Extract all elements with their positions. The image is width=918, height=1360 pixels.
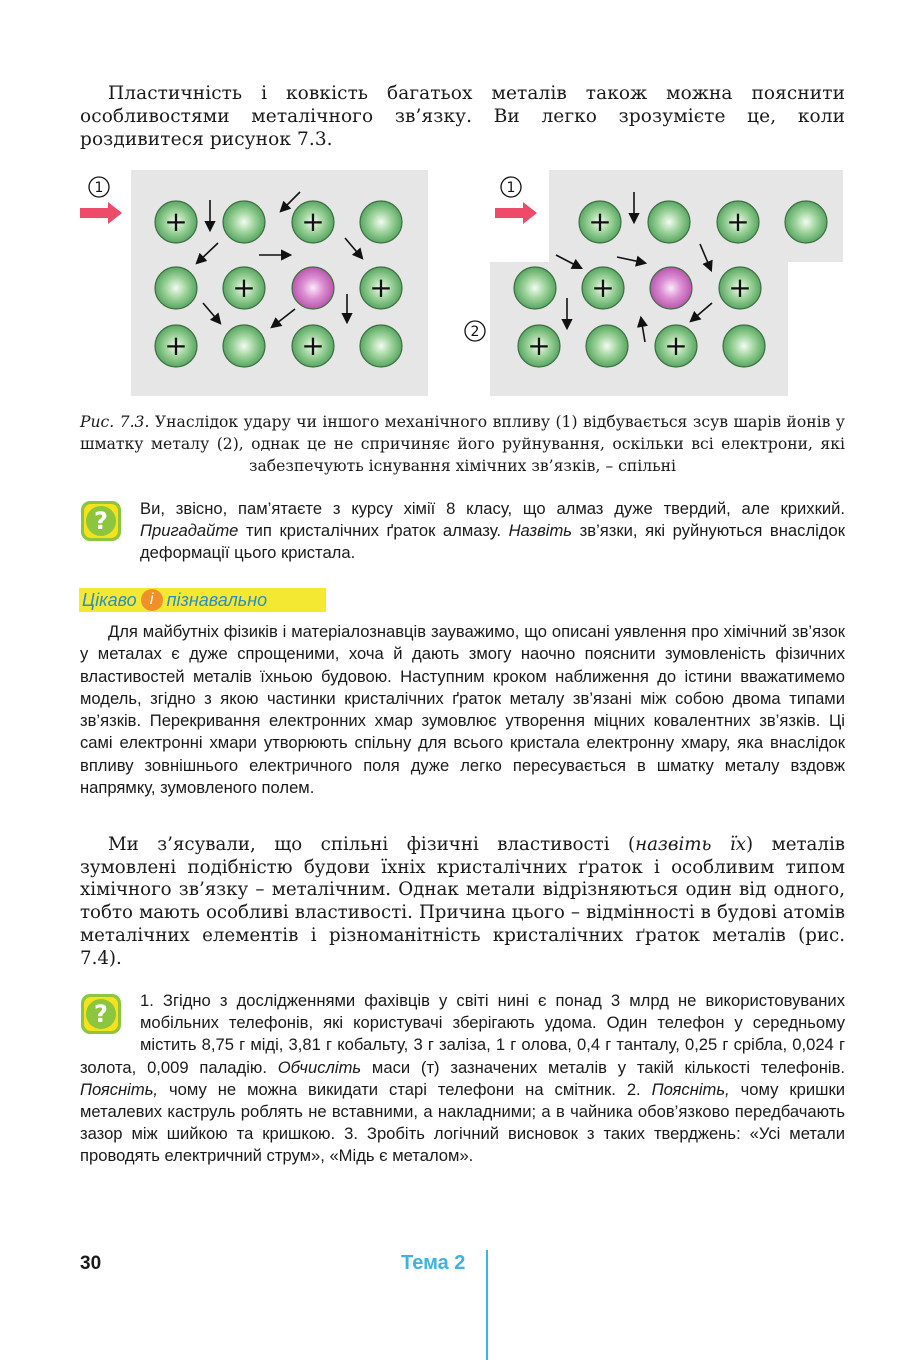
properties-paragraph [80,834,845,970]
interesting-badge [79,588,326,612]
interest-paragraph: Для майбутніх фізиків і матеріалознавців зауважимо, що описані уявлення про хімічний зв’язок у металах є дуже спрощеними, хоча й дають змогу наочно пояснити зумовленість фізичних властивостей металів їхньою будовою. Наступним кроком наближення до істини вважатимемо модель, згідно з якою частинки кристалічних ґраток металу зв’язані між собою двома типами зв’язків. Перекривання електронних хмар зумовлює утворення міцних ковалентних зв’язків. Ці самі електронні хмари утворюють спільну для всього кристала електронну хмару, яка внаслідок впливу зовнішнього електричного поля дуже легко пересувається в шматку металу вздовж напрямку, зумовленого полем. [80,622,845,798]
ion-charge: + [232,271,256,304]
q1-italic2: Назвіть [508,521,573,540]
ion-charge: + [726,205,750,238]
metal-ion [223,201,265,243]
figure-caption [80,411,845,477]
para2-italic: назвіть їх [635,834,746,855]
badge-right: пізнавально [166,589,268,610]
q2-part2: маси (т) зазначених металів у такій кількості телефонів. [361,1057,845,1077]
badge-circle: і [141,589,163,611]
ion-charge: + [301,329,325,362]
para2-part2: ) металів зумовлені подібністю будови їхніх кристалічних ґраток і особливим типом хімічного зв’язку – металічним. Однак метали відрізняються один від одного, тобто мають особливі властивості. Причина цього – відмінності в будові атомів металічних елементів і різноманітність кристалічних ґраток металів (рис. 7.4). [80,834,845,969]
q2-part1: 1. Згідно з дослідженнями фахівців у світі нині є понад 3 млрд не використовуваних мобільних телефонів, які користувачі зберігають удома. Один телефон у середньому містить 8,75 г міді, 3,81 г кобальту, 3 г заліза, 1 г олова, 0,4 г танталу, 0,25 г срібла, 0,024 г золота, 0,009 паладію. [80,991,845,1077]
metal-ion [514,267,556,309]
ion-charge: + [369,271,393,304]
ion-charge: + [301,205,325,238]
metal-ion [785,201,827,243]
question-2-text [80,990,845,1168]
q2-italic1: Обчисліть [277,1057,362,1077]
q2-italic3: Поясніть, [651,1079,730,1099]
q2-float-spacer [80,990,140,1036]
ion-charge: + [728,271,752,304]
q2-part3: чому не можна викидати старі телефони на смітник. 2. [158,1079,652,1099]
question-1-text [140,498,845,564]
free-ion [650,267,692,309]
number-label: 2 [470,324,480,340]
caption-text: Унаслідок удару чи іншого механічного впливу (1) відбувається зсув шарів йонів у шматку металу (2), однак це не спричиняє його руйнування, оскільки всі електрони, які забезпечують існування хімічних зв’язків, – спільні [80,413,845,475]
free-ion [292,267,334,309]
metal-ion [360,325,402,367]
metal-ion [648,201,690,243]
svg-text:?: ? [94,1000,108,1028]
para2-part1: Ми з’ясували, що спільні фізичні властивості ( [108,834,636,855]
metal-ion [586,325,628,367]
ion-charge: + [664,329,688,362]
badge-left: Цікаво [82,589,137,610]
footer-divider [486,1250,488,1360]
force-arrow [495,202,537,224]
force-arrow [80,202,122,224]
figure-7-3 [0,168,918,403]
metal-ion [223,325,265,367]
q2-italic2: Поясніть, [80,1079,159,1099]
metal-ion [723,325,765,367]
q1-italic1: Пригадайте [140,521,239,540]
ion-charge: + [591,271,615,304]
metal-ion [155,267,197,309]
caption-label: Рис. 7.3. [80,413,150,431]
topic-label: Тема 2 [401,1252,466,1274]
q2-part4: чому кришки металевих каструль роблять не вставними, а накладними; а в чайника обов’язково передбачають зазор між шийкою та кришкою. 3. Зробіть логічний висновок з таких тверджень: «Усі метали проводять електричний струм», «Мідь є металом». [80,1079,845,1166]
ion-charge: + [164,329,188,362]
svg-text:?: ? [94,507,108,535]
ion-charge: + [164,205,188,238]
metal-deformation-diagram [0,168,918,403]
intro-paragraph: Пластичність і ковкість багатьох металів також можна пояснити особливостями металічного зв’язку. Ви легко зрозумієте це, коли роздивитеся рисунок 7.3. [80,83,845,150]
q1-part1: Ви, звісно, пам’ятаєте з курсу хімії 8 класу, що алмаз дуже твердий, але крихкий. [140,499,845,518]
question-icon [80,500,122,542]
ion-charge: + [588,205,612,238]
number-label: 1 [506,180,516,196]
metal-ion [360,201,402,243]
page-number: 30 [80,1253,102,1274]
q1-part3: зв’язки, які руйнуються внаслідок деформації цього кристала. [140,521,845,562]
q1-part2: тип кристалічних ґраток алмазу. [238,521,509,540]
number-label: 1 [94,180,104,196]
ion-charge: + [527,329,551,362]
